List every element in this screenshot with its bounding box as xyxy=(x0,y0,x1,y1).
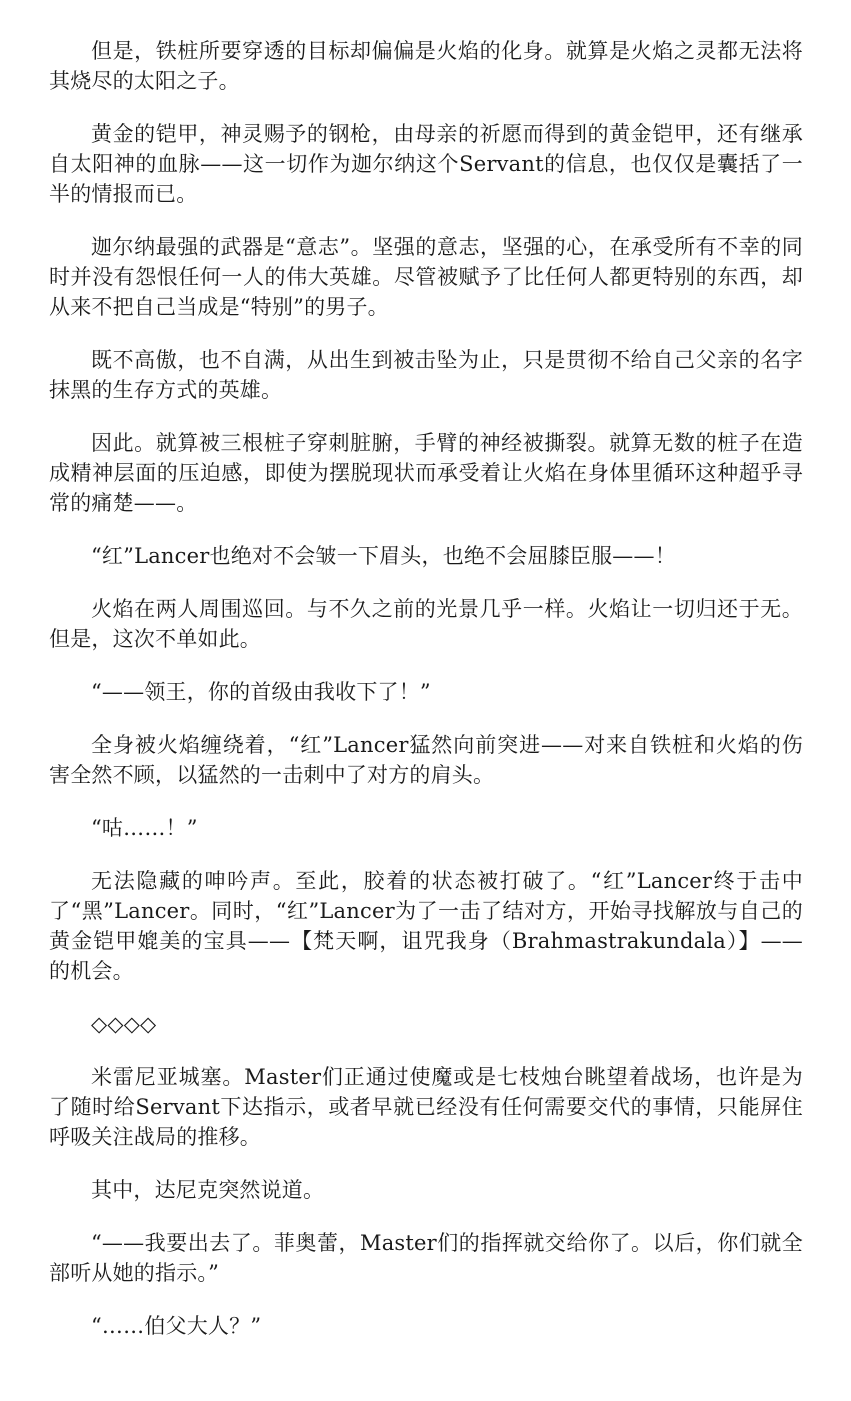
paragraph: 既不高傲，也不自满，从出生到被击坠为止，只是贯彻不给自己父亲的名字抹黑的生存方式的英雄。 xyxy=(49,348,803,402)
paragraph: 全身被火焰缠绕着，“红”Lancer猛然向前突进——对来自铁桩和火焰的伤害全然不顾，以猛然的一击刺中了对方的肩头。 xyxy=(49,733,803,787)
paragraph: “——领王，你的首级由我收下了！” xyxy=(91,680,431,704)
paragraph: 黄金的铠甲，神灵赐予的钢枪，由母亲的祈愿而得到的黄金铠甲，还有继承自太阳神的血脉——这一切作为迦尔纳这个Servant的信息，也仅仅是囊括了一半的情报而已。 xyxy=(49,122,803,206)
paragraph: “咕……！” xyxy=(91,816,198,840)
paragraph: 无法隐藏的呻吟声。至此，胶着的状态被打破了。“红”Lancer终于击中了“黑”Lancer。同时，“红”Lancer为了一击了结对方，开始寻找解放与自己的黄金铠甲媲美的宝具——【梵天啊，诅咒我身（Brahmastrakundala）】——的机会。 xyxy=(49,869,803,983)
paragraph: “——我要出去了。菲奥蕾，Master们的指挥就交给你了。以后，你们就全部听从她的指示。” xyxy=(49,1231,803,1285)
paragraph: 火焰在两人周围巡回。与不久之前的光景几乎一样。火焰让一切归还于无。但是，这次不单如此。 xyxy=(49,597,803,651)
paragraph: 米雷尼亚城塞。Master们正通过使魔或是七枝烛台眺望着战场，也许是为了随时给Servant下达指示，或者早就已经没有任何需要交代的事情，只能屏住呼吸关注战局的推移。 xyxy=(49,1065,803,1149)
paragraph: 其中，达尼克突然说道。 xyxy=(91,1178,325,1202)
section-break: ◇◇◇◇ xyxy=(91,1012,157,1036)
paragraph: 迦尔纳最强的武器是“意志”。坚强的意志，坚强的心，在承受所有不幸的同时并没有怨恨任何一人的伟大英雄。尽管被赋予了比任何人都更特别的东西，却从来不把自己当成是“特别”的男子。 xyxy=(49,235,803,319)
paragraph: “……伯父大人？” xyxy=(91,1314,262,1338)
document-page xyxy=(49,36,803,1364)
paragraph: “红”Lancer也绝对不会皱一下眉头，也绝不会屈膝臣服——！ xyxy=(91,544,676,568)
paragraph: 但是，铁桩所要穿透的目标却偏偏是火焰的化身。就算是火焰之灵都无法将其烧尽的太阳之子。 xyxy=(49,39,803,93)
paragraph: 因此。就算被三根桩子穿刺脏腑，手臂的神经被撕裂。就算无数的桩子在造成精神层面的压迫感，即使为摆脱现状而承受着让火焰在身体里循环这种超乎寻常的痛楚——。 xyxy=(49,431,803,515)
